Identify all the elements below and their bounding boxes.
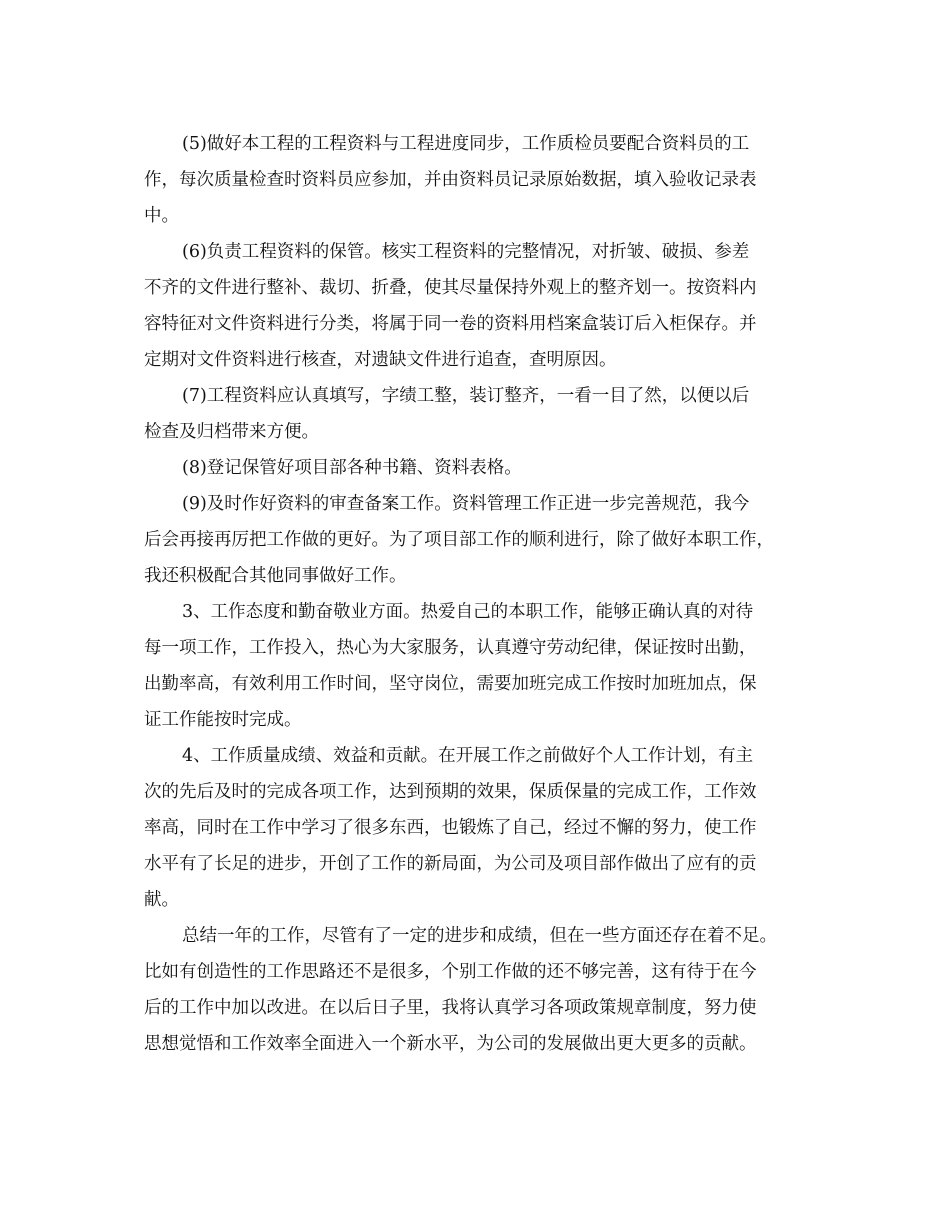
paragraph-item-8	[144, 450, 810, 486]
text-line: (7)工程资料应认真填写，字绩工整，装订整齐，一看一目了然，以便以后	[182, 386, 750, 406]
text-line: 思想觉悟和工作效率全面进入一个新水平，为公司的发展做出更大更多的贡献。	[144, 1034, 757, 1054]
paragraph-section-3	[144, 594, 810, 738]
text-line: 容特征对文件资料进行分类，将属于同一卷的资料用档案盒装订后入柜保存。并	[144, 314, 757, 334]
text-line: 后会再接再厉把工作做的更好。为了项目部工作的顺利进行，除了做好本职工作，	[144, 530, 774, 550]
text-line: 每一项工作，工作投入，热心为大家服务，认真遵守劳动纪律，保证按时出勤，	[144, 638, 757, 658]
text-line: 不齐的文件进行整补、裁切、折叠，使其尽量保持外观上的整齐划一。按资料内	[144, 278, 757, 298]
text-line: 率高，同时在工作中学习了很多东西，也锻炼了自己，经过不懈的努力，使工作	[144, 818, 757, 838]
text-line: (9)及时作好资料的审查备案工作。资料管理工作正进一步完善规范，我今	[182, 494, 750, 514]
text-line: 后的工作中加以改进。在以后日子里，我将认真学习各项政策规章制度，努力使	[144, 998, 757, 1018]
text-line: 比如有创造性的工作思路还不是很多，个别工作做的还不够完善，这有待于在今	[144, 962, 757, 982]
text-line: 献。	[144, 890, 179, 910]
text-line: 我还积极配合其他同事做好工作。	[144, 566, 407, 586]
text-line: 3、工作态度和勤奋敬业方面。热爱自己的本职工作，能够正确认真的对待	[182, 602, 754, 622]
paragraph-item-7	[144, 378, 810, 450]
text-line: 作，每次质量检查时资料员应参加，并由资料员记录原始数据，填入验收记录表	[144, 170, 757, 190]
text-line: (6)负责工程资料的保管。核实工程资料的完整情况，对折皱、破损、参差	[182, 242, 750, 262]
paragraph-item-9	[144, 486, 810, 594]
paragraph-item-6	[144, 234, 810, 378]
text-line: (5)做好本工程的工程资料与工程进度同步，工作质检员要配合资料员的工	[182, 134, 750, 154]
paragraph-summary	[144, 918, 810, 1062]
text-line: 定期对文件资料进行核查，对遗缺文件进行追查，查明原因。	[144, 350, 617, 370]
text-line: 检查及归档带来方便。	[144, 422, 319, 442]
text-line: 次的先后及时的完成各项工作，达到预期的效果，保质保量的完成工作，工作效	[144, 782, 757, 802]
text-line: 证工作能按时完成。	[144, 710, 302, 730]
text-line: 水平有了长足的进步，开创了工作的新局面，为公司及项目部作做出了应有的贡	[144, 854, 757, 874]
text-line: (8)登记保管好项目部各种书籍、资料表格。	[182, 458, 522, 478]
paragraph-item-5	[144, 126, 810, 234]
text-line: 出勤率高，有效利用工作时间，坚守岗位，需要加班完成工作按时加班加点，保	[144, 674, 757, 694]
text-line: 4、工作质量成绩、效益和贡献。在开展工作之前做好个人工作计划，有主	[182, 746, 754, 766]
paragraph-section-4	[144, 738, 810, 918]
text-line: 中。	[144, 206, 179, 226]
document-body	[144, 126, 810, 1062]
text-line: 总结一年的工作，尽管有了一定的进步和成绩，但在一些方面还存在着不足。	[182, 926, 777, 946]
